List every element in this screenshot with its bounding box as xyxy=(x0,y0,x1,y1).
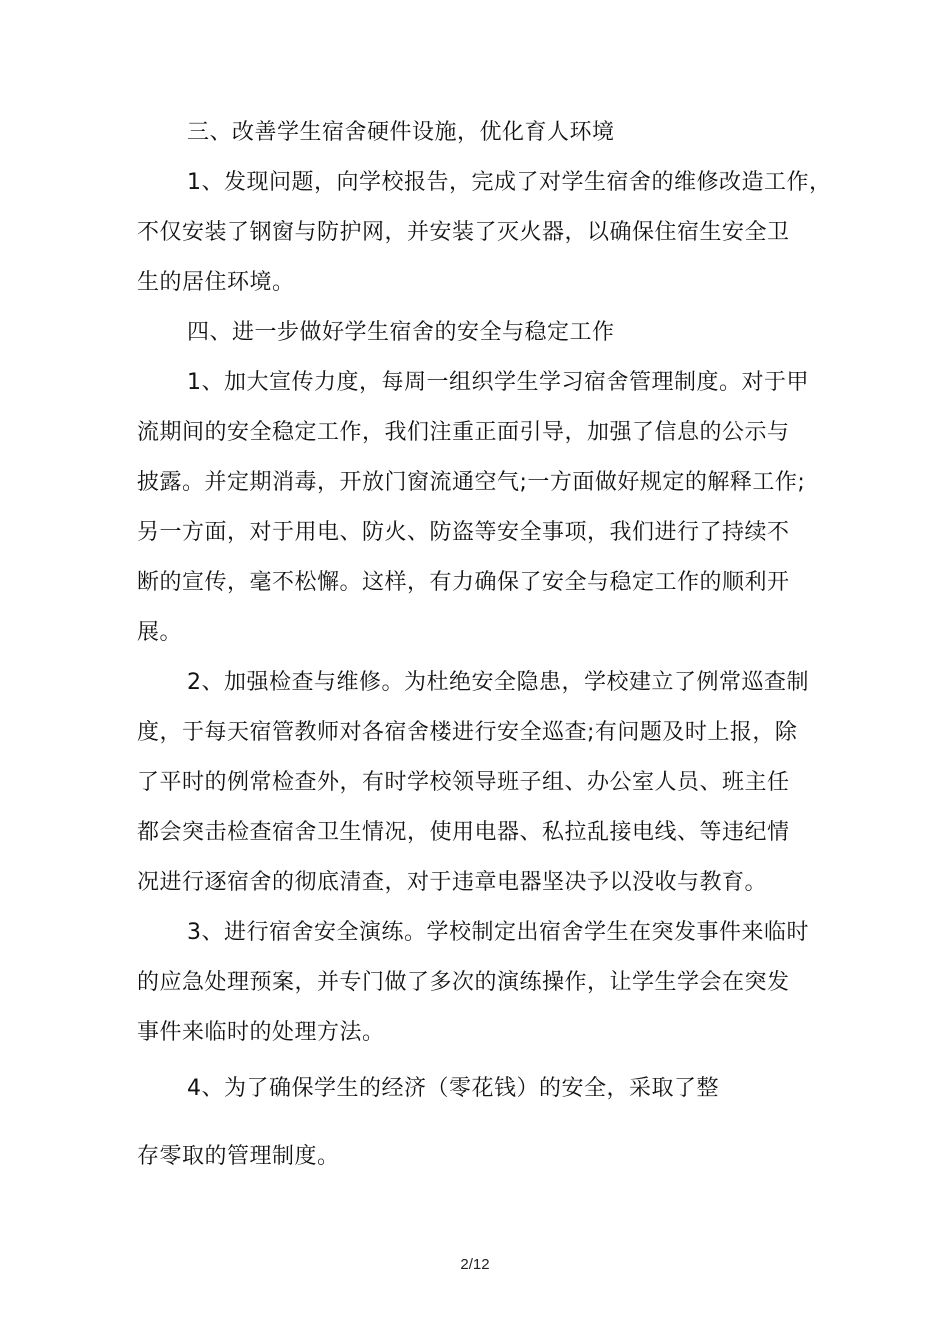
paragraph-line: 展。 xyxy=(137,620,183,645)
paragraph-line: 1、加大宣传力度，每周一组织学生学习宿舍管理制度。对于甲 xyxy=(187,370,809,395)
page-number: 2/12 xyxy=(460,1256,490,1273)
paragraph-line: 况进行逐宿舍的彻底清查，对于违章电器坚决予以没收与教育。 xyxy=(137,870,768,895)
paragraph-line: 的应急处理预案，并专门做了多次的演练操作，让学生学会在突发 xyxy=(137,970,790,995)
paragraph-line: 事件来临时的处理方法。 xyxy=(137,1020,385,1045)
section-heading-4: 四、进一步做好学生宿舍的安全与稳定工作 xyxy=(187,320,615,345)
paragraph-line: 存零取的管理制度。 xyxy=(137,1144,340,1169)
paragraph-line: 披露。并定期消毒，开放门窗流通空气;一方面做好规定的解释工作; xyxy=(137,470,806,495)
paragraph-line: 2、加强检查与维修。为杜绝安全隐患，学校建立了例常巡查制 xyxy=(187,670,809,695)
paragraph-line: 流期间的安全稳定工作，我们注重正面引导，加强了信息的公示与 xyxy=(137,420,790,445)
paragraph-line: 度，于每天宿管教师对各宿舍楼进行安全巡查;有问题及时上报，除 xyxy=(137,720,798,745)
paragraph-line: 生的居住环境。 xyxy=(137,270,295,295)
paragraph-line: 了平时的例常检查外，有时学校领导班子组、办公室人员、班主任 xyxy=(137,770,790,795)
paragraph-line: 1、发现问题，向学校报告，完成了对学生宿舍的维修改造工作， xyxy=(187,170,832,195)
paragraph-line: 3、进行宿舍安全演练。学校制定出宿舍学生在突发事件来临时 xyxy=(187,920,809,945)
paragraph-line: 不仅安装了钢窗与防护网，并安装了灭火器，以确保住宿生安全卫 xyxy=(137,220,790,245)
paragraph-line: 4、为了确保学生的经济（零花钱）的安全，采取了整 xyxy=(187,1076,719,1101)
paragraph-line: 断的宣传，毫不松懈。这样，有力确保了安全与稳定工作的顺利开 xyxy=(137,570,790,595)
paragraph-line: 都会突击检查宿舍卫生情况，使用电器、私拉乱接电线、等违纪情 xyxy=(137,820,790,845)
paragraph-line: 另一方面，对于用电、防火、防盗等安全事项，我们进行了持续不 xyxy=(137,520,790,545)
section-heading-3: 三、改善学生宿舍硬件设施，优化育人环境 xyxy=(187,120,615,145)
